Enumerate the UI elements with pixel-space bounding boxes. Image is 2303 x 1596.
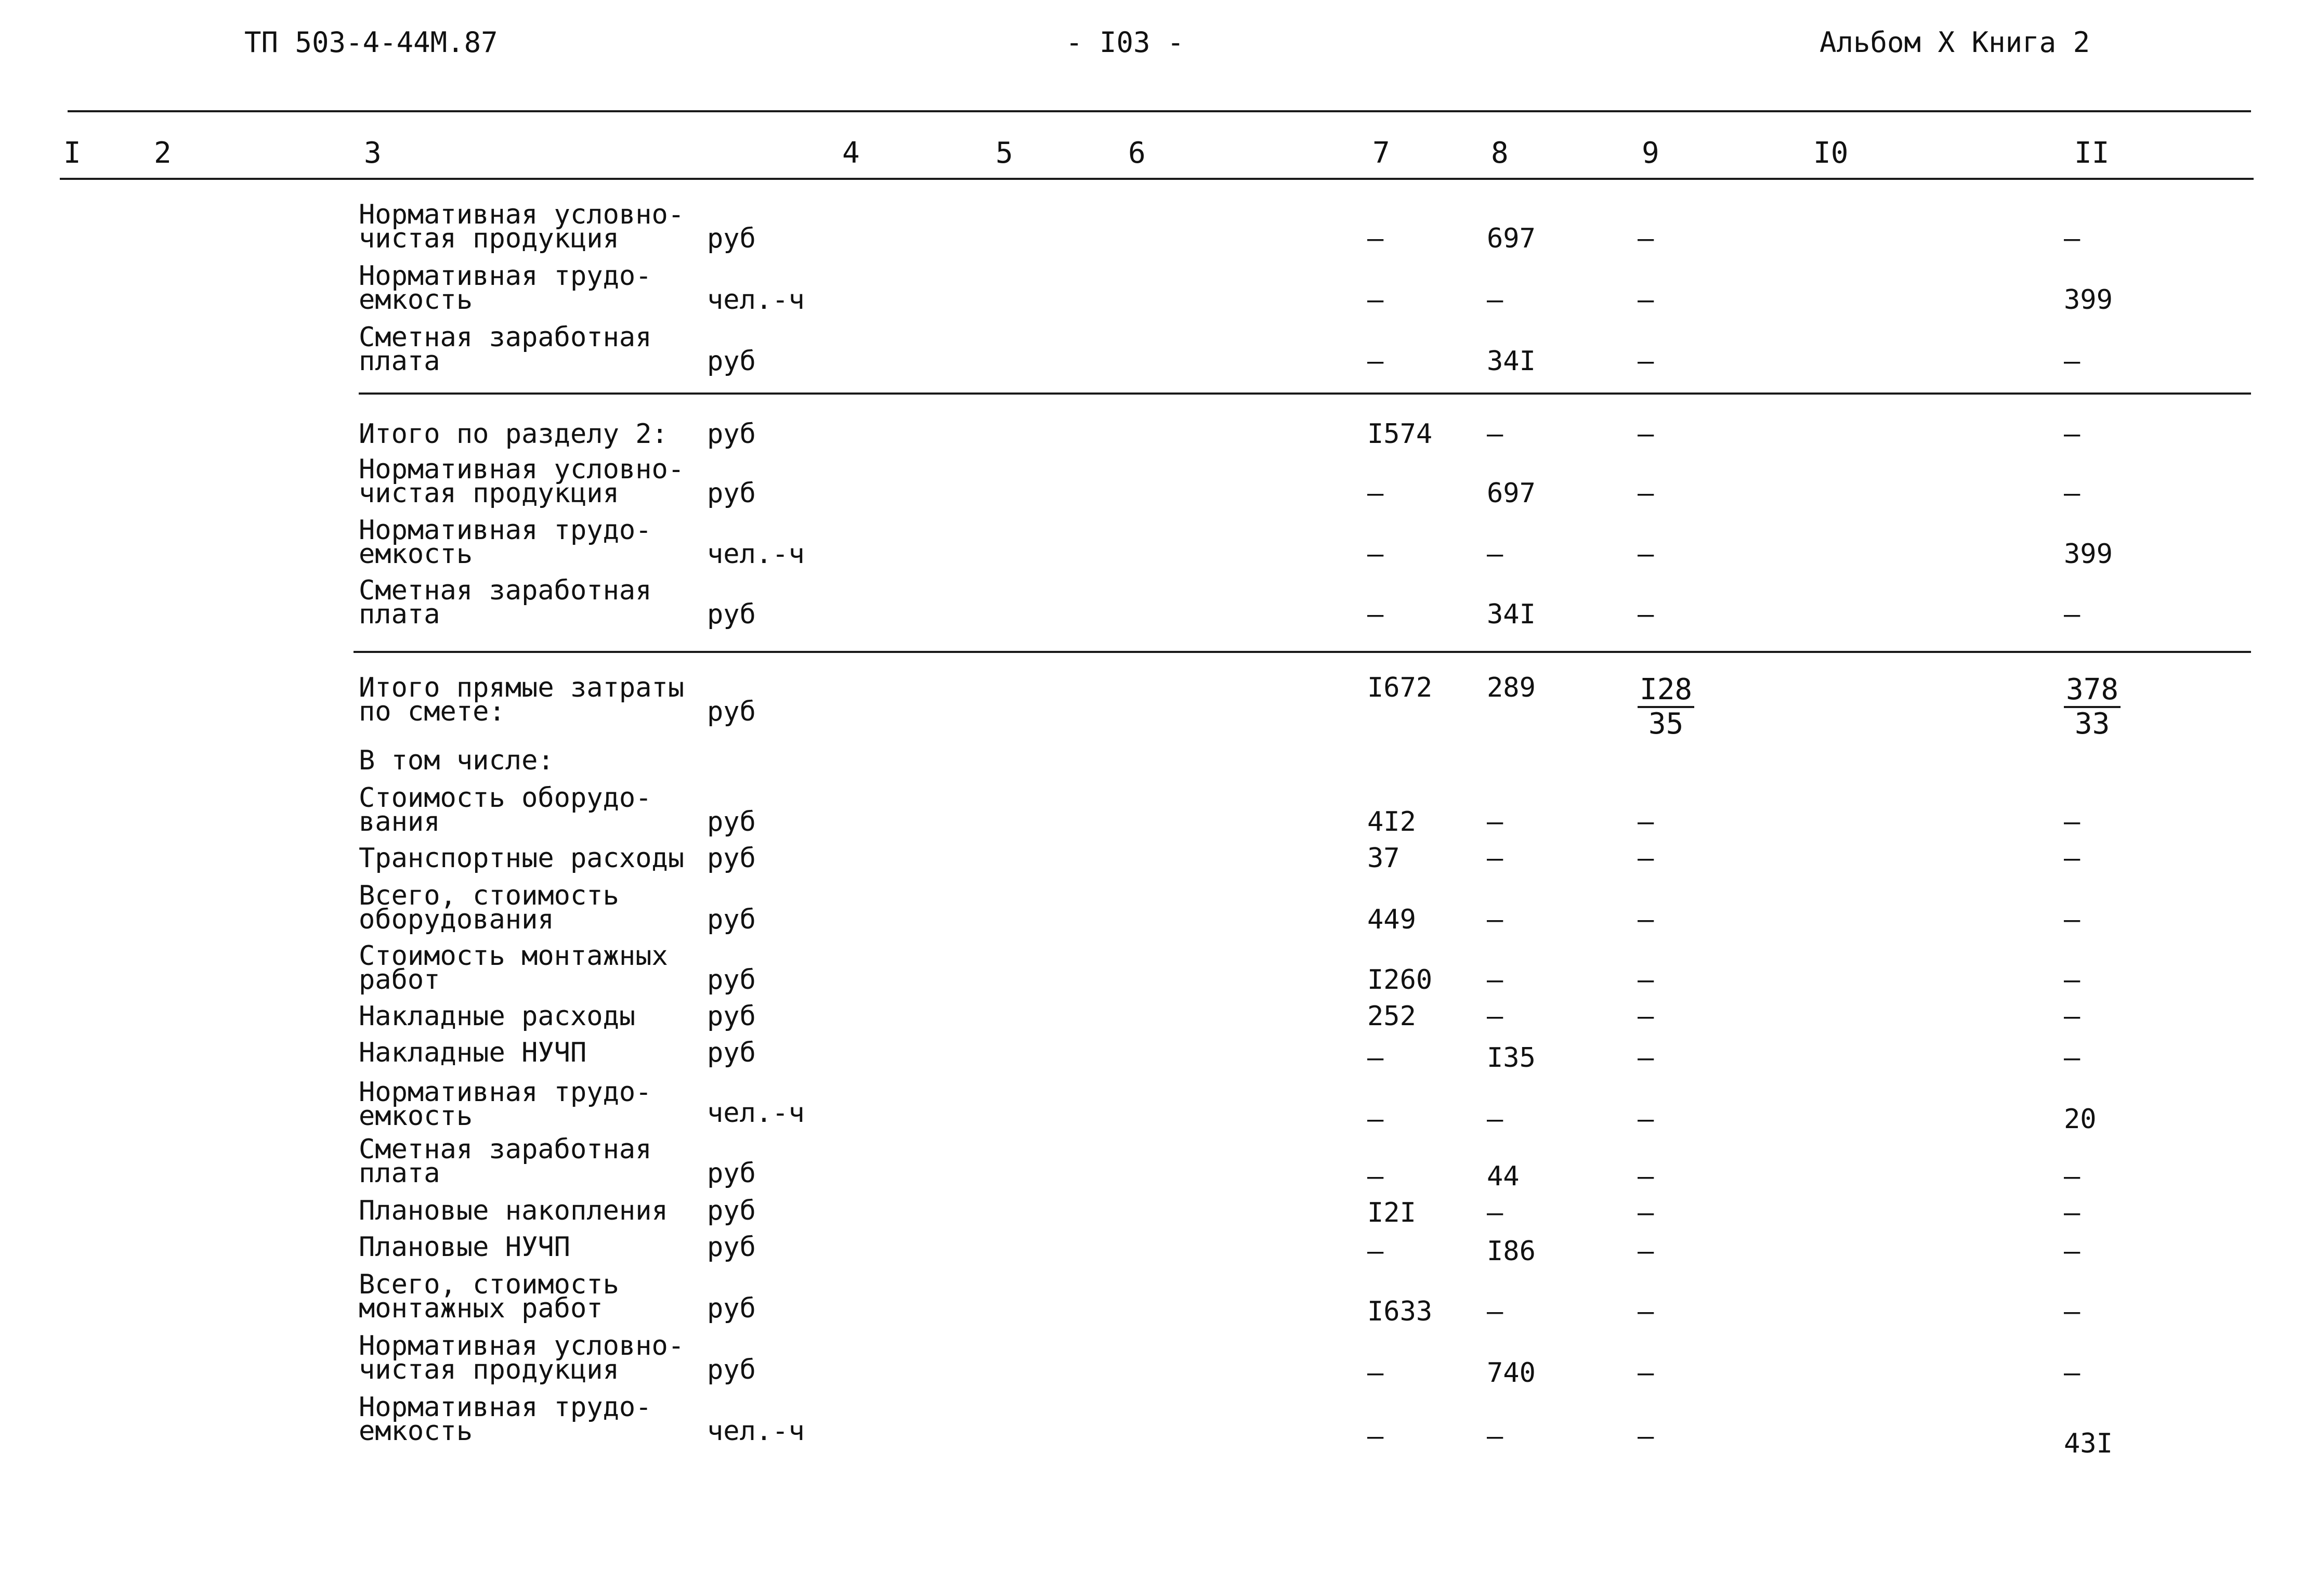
col7-value: I260: [1367, 964, 1433, 996]
col8-value: 697: [1487, 478, 1536, 509]
col7-value: I633: [1367, 1296, 1433, 1327]
col7-value: 252: [1367, 1001, 1416, 1032]
col9-value: –: [1638, 223, 1654, 254]
col8-value: –: [1487, 1296, 1503, 1327]
row-name: Всего, стоимость монтажных работ: [359, 1269, 619, 1324]
fraction-numerator: 378: [2064, 674, 2121, 708]
row-unit: чел.-ч: [707, 539, 805, 570]
col7-value: I672: [1367, 672, 1433, 703]
col7-value: –: [1367, 1236, 1384, 1267]
col7-value: –: [1367, 1104, 1384, 1135]
row-name: Нормативная трудо- емкость: [359, 515, 652, 570]
col8-value: 697: [1487, 223, 1536, 254]
col11-value: –: [2064, 1296, 2080, 1327]
col9-value: –: [1638, 806, 1654, 838]
col11-value: –: [2064, 1357, 2080, 1389]
row-name: Нормативная трудо- емкость: [359, 1077, 652, 1132]
column-number: 2: [154, 136, 172, 170]
in-that-number-label: В том числе:: [359, 745, 554, 776]
row-unit: руб: [707, 843, 756, 874]
row-name: Сметная заработная плата: [359, 575, 652, 630]
col9-value: –: [1638, 1001, 1654, 1032]
col8-value: 289: [1487, 672, 1536, 703]
col9-fraction: [1638, 674, 1694, 740]
column-number: I0: [1813, 136, 1849, 170]
row-name: Накладные НУЧП: [359, 1037, 587, 1068]
column-number: 7: [1372, 136, 1390, 170]
col7-value: –: [1367, 284, 1384, 316]
row-unit: руб: [707, 806, 756, 838]
col11-value: 399: [2064, 284, 2113, 316]
col9-value: –: [1638, 1236, 1654, 1267]
row-unit: чел.-ч: [707, 284, 805, 316]
col8-value: 34I: [1487, 346, 1536, 377]
column-number: 4: [842, 136, 860, 170]
row-unit: руб: [707, 599, 756, 630]
col8-value: –: [1487, 539, 1503, 570]
col7-value: –: [1367, 1421, 1384, 1452]
row-name: Нормативная трудо- емкость: [359, 260, 652, 316]
col8-value: I35: [1487, 1042, 1536, 1074]
col9-value: –: [1638, 1296, 1654, 1327]
col8-value: –: [1487, 418, 1503, 450]
col8-value: –: [1487, 1001, 1503, 1032]
column-number: I: [63, 136, 81, 170]
col11-value: –: [2064, 223, 2080, 254]
col7-value: 4I2: [1367, 806, 1416, 838]
col11-value: –: [2064, 599, 2080, 630]
col7-value: –: [1367, 539, 1384, 570]
col9-value: –: [1638, 284, 1654, 316]
col8-value: –: [1487, 843, 1503, 874]
row-name: Нормативная условно- чистая продукция: [359, 1330, 685, 1385]
row-name: Всего, стоимость оборудования: [359, 880, 619, 935]
column-number: 6: [1128, 136, 1146, 170]
col7-value: –: [1367, 1357, 1384, 1389]
row-unit: руб: [707, 1293, 756, 1324]
col7-value: –: [1367, 346, 1384, 377]
row-unit: руб: [707, 1037, 756, 1068]
col11-value: –: [2064, 964, 2080, 996]
col8-value: –: [1487, 904, 1503, 935]
row-name: Плановые накопления: [359, 1195, 668, 1226]
col8-value: –: [1487, 284, 1503, 316]
section-divider: [354, 651, 2251, 653]
row-unit: руб: [707, 346, 756, 377]
col9-value: –: [1638, 1042, 1654, 1074]
fraction-denominator: 35: [1648, 707, 1684, 741]
col9-value: –: [1638, 964, 1654, 996]
section-divider: [359, 393, 2251, 395]
col11-value: –: [2064, 1001, 2080, 1032]
row-name: Накладные расходы: [359, 1001, 636, 1032]
row-unit: руб: [707, 696, 756, 727]
row-unit: руб: [707, 478, 756, 509]
row-unit: руб: [707, 964, 756, 996]
col8-value: I86: [1487, 1236, 1536, 1267]
col11-value: –: [2064, 418, 2080, 450]
col11-value: –: [2064, 1236, 2080, 1267]
col8-value: –: [1487, 964, 1503, 996]
col7-value: I2I: [1367, 1197, 1416, 1228]
col7-value: –: [1367, 1161, 1384, 1192]
col9-value: –: [1638, 1421, 1654, 1452]
row-name: Нормативная условно- чистая продукция: [359, 199, 685, 254]
col7-value: –: [1367, 223, 1384, 254]
col9-value: –: [1638, 539, 1654, 570]
col11-fraction: [2064, 674, 2121, 740]
col9-value: –: [1638, 1197, 1654, 1228]
column-number: 5: [996, 136, 1013, 170]
col7-value: 37: [1367, 843, 1400, 874]
col7-value: 449: [1367, 904, 1416, 935]
col8-value: 740: [1487, 1357, 1536, 1389]
col11-value: –: [2064, 1161, 2080, 1192]
col9-value: –: [1638, 1357, 1654, 1389]
column-number: 3: [364, 136, 382, 170]
row-unit: чел.-ч: [707, 1416, 805, 1447]
col8-value: –: [1487, 806, 1503, 838]
fraction-denominator: 33: [2074, 707, 2110, 741]
document-code: ТП 503-4-44М.87: [244, 26, 498, 59]
col11-value: –: [2064, 478, 2080, 509]
col9-value: –: [1638, 599, 1654, 630]
col7-value: –: [1367, 478, 1384, 509]
row-unit: руб: [707, 1001, 756, 1032]
col11-value: –: [2064, 1197, 2080, 1228]
col9-value: –: [1638, 904, 1654, 935]
col8-value: 34I: [1487, 599, 1536, 630]
col9-value: –: [1638, 418, 1654, 450]
col9-value: –: [1638, 478, 1654, 509]
column-number: 8: [1491, 136, 1509, 170]
col7-value: –: [1367, 1042, 1384, 1074]
col11-value: 399: [2064, 539, 2113, 570]
row-unit: руб: [707, 418, 756, 450]
row-name: Стоимость оборудо- вания: [359, 782, 652, 838]
page-number: - I03 -: [1066, 26, 1184, 59]
top-rule: [68, 110, 2251, 112]
fraction-numerator: I28: [1638, 674, 1694, 708]
col7-value: I574: [1367, 418, 1433, 450]
col11-value: 20: [2064, 1104, 2097, 1135]
row-name: Плановые НУЧП: [359, 1232, 570, 1263]
col11-value: –: [2064, 806, 2080, 838]
album-book-label: Альбом X Книга 2: [1820, 26, 2090, 59]
row-unit: руб: [707, 223, 756, 254]
row-unit: чел.-ч: [707, 1097, 805, 1129]
row-name: Итого по разделу 2:: [359, 418, 668, 450]
row-name: Сметная заработная плата: [359, 322, 652, 377]
col9-value: –: [1638, 1104, 1654, 1135]
col9-value: –: [1638, 1161, 1654, 1192]
col8-value: –: [1487, 1421, 1503, 1452]
col7-value: –: [1367, 599, 1384, 630]
column-number: II: [2074, 136, 2110, 170]
column-number: 9: [1642, 136, 1659, 170]
col8-value: 44: [1487, 1161, 1520, 1192]
col11-value: 43I: [2064, 1428, 2113, 1459]
row-unit: руб: [707, 1195, 756, 1226]
col11-value: –: [2064, 843, 2080, 874]
row-unit: руб: [707, 1354, 756, 1385]
header-rule: [60, 178, 2254, 180]
row-name: Стоимость монтажных работ: [359, 940, 668, 996]
row-name: Транспортные расходы: [359, 843, 685, 874]
col9-value: –: [1638, 346, 1654, 377]
col8-value: –: [1487, 1197, 1503, 1228]
row-unit: руб: [707, 1158, 756, 1189]
row-unit: руб: [707, 904, 756, 935]
col11-value: –: [2064, 1042, 2080, 1074]
row-name: Сметная заработная плата: [359, 1134, 652, 1189]
col11-value: –: [2064, 346, 2080, 377]
row-name: Итого прямые затраты по смете:: [359, 672, 685, 727]
row-name: Нормативная трудо- емкость: [359, 1392, 652, 1447]
row-name: Нормативная условно- чистая продукция: [359, 454, 685, 509]
col8-value: –: [1487, 1104, 1503, 1135]
col11-value: –: [2064, 904, 2080, 935]
col9-value: –: [1638, 843, 1654, 874]
row-unit: руб: [707, 1232, 756, 1263]
